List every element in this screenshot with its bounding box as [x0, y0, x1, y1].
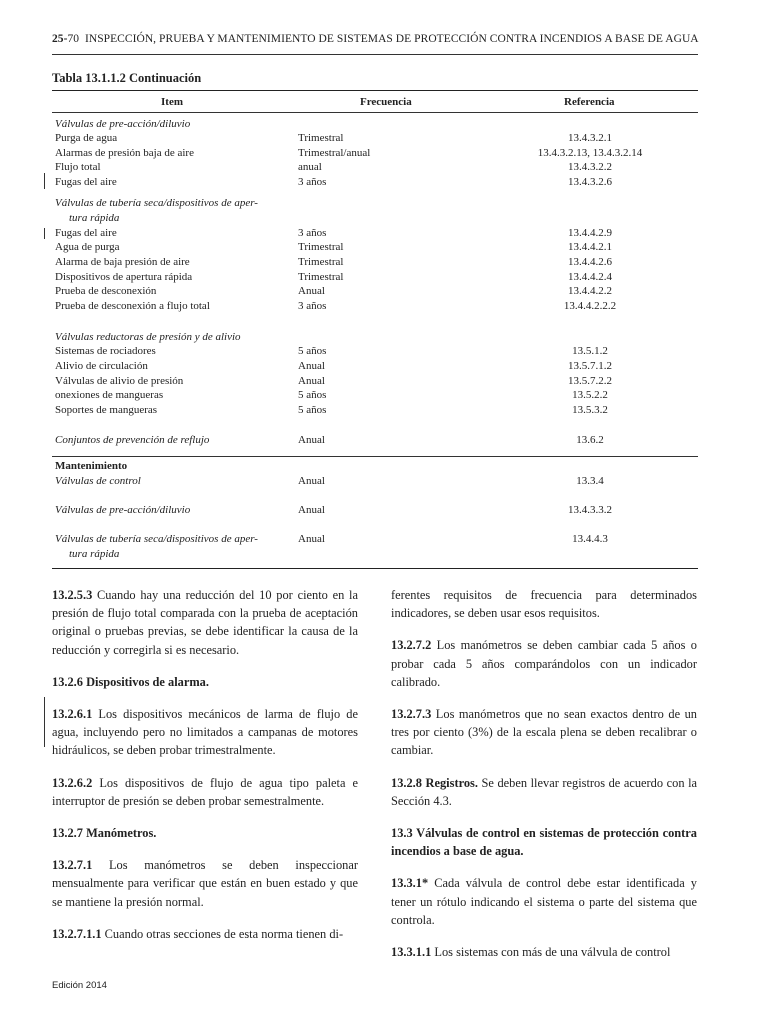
paragraph [52, 774, 358, 810]
cell-referencia: 13.5.7.1.2 [568, 360, 612, 372]
paragraph-number: 13.2.5.3 [52, 588, 93, 602]
cell-referencia: 13.4.4.2.1 [568, 241, 612, 253]
cell-frecuencia: 3 años [298, 300, 327, 312]
cell-frecuencia: 3 años [298, 176, 327, 188]
paragraph [52, 705, 358, 760]
cell-frecuencia: Trimestral [298, 256, 344, 268]
cell-item: tura rápida [69, 212, 120, 224]
table-row [0, 474, 768, 489]
paragraph-number: 13.2.8 Registros. [391, 775, 478, 790]
paragraph-text: Se deben llevar registros de acuerdo con la Sección 4.3. [391, 775, 698, 808]
paragraph-text: Los sistemas con más de una válvula de control [431, 945, 671, 960]
cell-referencia: 13.4.4.2.6 [568, 256, 612, 268]
paragraph-number: 13.2.7.2 [391, 638, 432, 653]
cell-referencia: 13.4.3.2.2 [568, 161, 612, 173]
cell-item: tura rápida [69, 548, 120, 560]
cell-item: Válvulas de pre-acción/diluvio [55, 118, 191, 130]
cell-frecuencia: Anual [298, 434, 325, 446]
cell-referencia: 13.5.1.2 [572, 345, 608, 357]
paragraph-text: Los manómetros que no sean exactos dentro de un tres por ciento (3%) de la escala plena se deben recalibrar o cambiar. [391, 707, 697, 758]
paragraph-text: ferentes requisitos de frecuencia para determinados indicadores, se deben usar esos requisitos. [391, 588, 697, 621]
cell-referencia: 13.4.4.3 [572, 533, 608, 545]
header-title: INSPECCIÓN, PRUEBA Y MANTENIMIENTO DE SISTEMAS DE PROTECCIÓN CONTRA INCENDIOS A BASE DE AGUA [84, 33, 699, 45]
change-bar [44, 173, 45, 189]
paragraph-number: 13.2.6.2 [52, 775, 93, 790]
table-row [0, 175, 768, 190]
cell-referencia: 13.4.4.2.9 [568, 227, 612, 239]
table-row [0, 255, 768, 270]
cell-frecuencia: Trimestral [298, 271, 344, 283]
table-row [0, 403, 768, 418]
section-heading: 13.2.6 Dispositivos de alarma. [52, 674, 209, 689]
section-heading: 13.3 Válvulas de control en sistemas de protección contra incendios a base de agua. [391, 826, 697, 859]
table-row [0, 270, 768, 285]
cell-referencia: 13.5.3.2 [572, 404, 608, 416]
paragraph-number: 13.2.7.1 [52, 858, 93, 873]
paragraph-number: 13.2.7.3 [391, 707, 432, 722]
cell-item: Válvulas de pre-acción/diluvio [55, 504, 191, 516]
cell-frecuencia: 3 años [298, 227, 327, 239]
cell-item: Prueba de desconexión [55, 285, 157, 297]
cell-frecuencia: Trimestral [298, 132, 344, 144]
table-row [0, 196, 768, 211]
cell-item: Agua de purga [55, 241, 120, 253]
cell-item: Alivio de circulación [55, 360, 148, 372]
cell-frecuencia: Anual [298, 504, 325, 516]
left-text-column [52, 586, 358, 957]
cell-frecuencia: anual [298, 161, 322, 173]
right-text-column [391, 586, 697, 975]
change-bar [44, 228, 45, 239]
table-row [0, 388, 768, 403]
paragraph [52, 925, 358, 943]
cell-referencia: 13.4.3.2.6 [568, 176, 612, 188]
col-header-referencia: Referencia [564, 96, 615, 108]
paragraph [391, 705, 697, 760]
table-row [0, 433, 768, 448]
paragraph-number: 13.2.6.1 [52, 707, 93, 722]
table-row [0, 211, 768, 226]
paragraph [52, 586, 358, 659]
cell-item: Válvulas de tubería seca/dispositivos de aper- [55, 533, 258, 545]
cell-referencia: 13.4.3.2.13, 13.4.3.2.14 [537, 147, 643, 159]
table-row [0, 547, 768, 562]
table-header-rule [52, 112, 698, 113]
cell-frecuencia: Trimestral [298, 241, 344, 253]
table-row [0, 344, 768, 359]
table-row [0, 146, 768, 161]
cell-item: Fugas del aire [55, 176, 117, 188]
paragraph [52, 856, 358, 911]
paragraph [391, 774, 697, 810]
cell-frecuencia: 5 años [298, 389, 327, 401]
cell-item: Válvulas reductoras de presión y de alivio [55, 331, 241, 343]
cell-item: Alarma de baja presión de aire [55, 256, 190, 268]
cell-item: Alarmas de presión baja de aire [55, 147, 194, 159]
cell-frecuencia: Anual [298, 533, 325, 545]
cell-frecuencia: Anual [298, 285, 325, 297]
table-row [0, 131, 768, 146]
header-rule [52, 54, 698, 55]
table-title: Tabla 13.1.1.2 Continuación [52, 71, 202, 85]
paragraph [391, 636, 697, 691]
cell-item: Dispositivos de apertura rápida [55, 271, 193, 283]
paragraph-number: 13.3.1* [391, 876, 429, 891]
paragraph-text: Los dispositivos mecánicos de larma de flujo de agua, incluyendo pero no limitados a campanas de motores hidráulicos, se deben probar trimestralmente. [52, 707, 358, 758]
maintenance-rule [52, 456, 698, 457]
cell-referencia: 13.6.2 [576, 434, 604, 446]
change-bar [44, 697, 45, 747]
paragraph [391, 586, 697, 622]
cell-referencia: 13.4.3.2.1 [568, 132, 612, 144]
cell-frecuencia: Anual [298, 475, 325, 487]
section-heading: 13.2.7 Manómetros. [52, 826, 157, 841]
paragraph-number: 13.3.1.1 [391, 945, 432, 960]
table-top-rule [52, 90, 698, 91]
col-header-frecuencia: Frecuencia [360, 96, 412, 108]
cell-item: Válvulas de tubería seca/dispositivos de aper- [55, 197, 258, 209]
cell-frecuencia: Trimestral/anual [298, 147, 371, 159]
cell-item: Purga de agua [55, 132, 118, 144]
table-row [0, 284, 768, 299]
table-row [0, 330, 768, 345]
cell-item: Mantenimiento [55, 460, 128, 472]
cell-item: Fugas del aire [55, 227, 117, 239]
cell-item: Válvulas de control [55, 475, 141, 487]
cell-frecuencia: Anual [298, 375, 325, 387]
cell-item: Soportes de mangueras [55, 404, 158, 416]
paragraph-text: Cada válvula de control debe estar identificada y tener un rótulo indicando el sistema o parte del sistema que controla. [391, 876, 697, 927]
cell-referencia: 13.4.4.2.4 [568, 271, 612, 283]
paragraph [391, 943, 697, 961]
paragraph-text: Los manómetros se deben cambiar cada 5 años o probar cada 5 años comparándolos con un indicador calibrado. [391, 638, 697, 689]
table-row [0, 240, 768, 255]
running-header [52, 33, 698, 45]
paragraph [391, 874, 697, 929]
cell-frecuencia: Anual [298, 360, 325, 372]
table-row [0, 117, 768, 132]
cell-item: Conjuntos de prevención de reflujo [55, 434, 210, 446]
cell-referencia: 13.5.2.2 [572, 389, 608, 401]
cell-frecuencia: 5 años [298, 404, 327, 416]
table-row [0, 160, 768, 175]
cell-item: onexiones de mangueras [55, 389, 164, 401]
table-row [0, 374, 768, 389]
cell-item: Flujo total [55, 161, 101, 173]
table-row [0, 299, 768, 314]
paragraph-text: Los dispositivos de flujo de agua tipo paleta e interruptor de presión se deben probar semestralmente. [52, 775, 358, 808]
cell-referencia: 13.3.4 [576, 475, 604, 487]
paragraph-number: 13.2.7.1.1 [52, 926, 102, 941]
paragraph-text: Los manómetros se deben inspeccionar mensualmente para verificar que están en buen estado y que se mantiene la presión normal. [52, 858, 358, 909]
cell-item: Prueba de desconexión a flujo total [55, 300, 210, 312]
col-header-item: Item [161, 96, 183, 108]
paragraph-text: Cuando otras secciones de esta norma tienen di- [101, 926, 344, 941]
page-number: 70 [67, 33, 80, 45]
cell-referencia: 13.4.4.2.2.2 [563, 300, 617, 312]
cell-item: Sistemas de rociadores [55, 345, 156, 357]
cell-item: Válvulas de alivio de presión [55, 375, 184, 387]
table-bottom-rule [52, 568, 698, 569]
table-row [0, 459, 768, 474]
table-row [0, 359, 768, 374]
page-prefix: 25- [52, 33, 68, 45]
table-row [0, 503, 768, 518]
cell-referencia: 13.4.3.3.2 [568, 504, 612, 516]
table-row [0, 226, 768, 241]
paragraph-text: Cuando hay una reducción del 10 por ciento en la presión de flujo total comparada con la prueba de aceptación original o pruebas previas, se debe identificar la causa de la reducción y corregirla si es necesario. [52, 588, 358, 657]
cell-referencia: 13.4.4.2.2 [568, 285, 612, 297]
cell-frecuencia: 5 años [298, 345, 327, 357]
footer-edition: Edición 2014 [52, 980, 107, 991]
table-row [0, 532, 768, 547]
cell-referencia: 13.5.7.2.2 [568, 375, 612, 387]
